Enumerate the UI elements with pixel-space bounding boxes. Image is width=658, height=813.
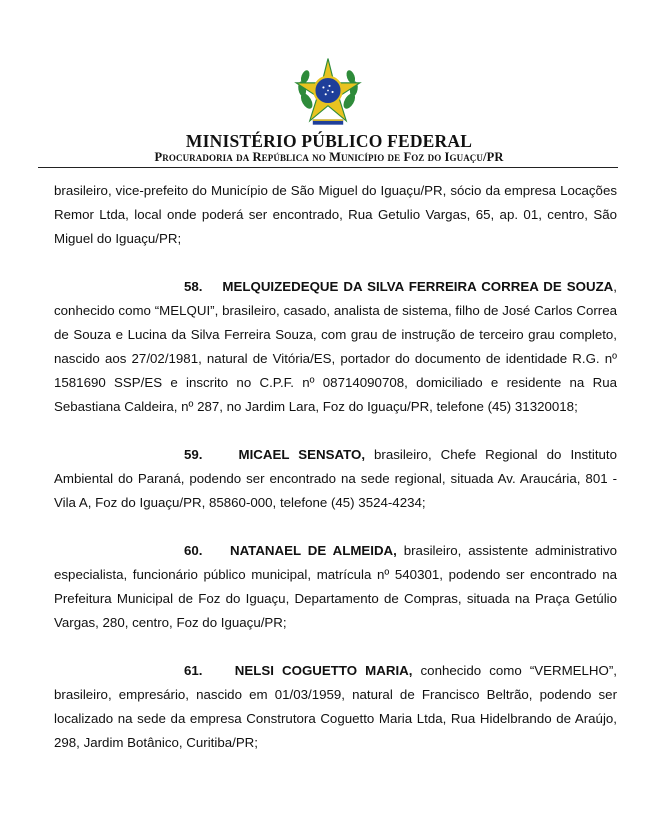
item-number: 58. — [184, 279, 203, 294]
item-number: 59. — [184, 447, 203, 462]
paragraph-60 — [54, 539, 617, 635]
person-name: NATANAEL DE ALMEIDA, — [229, 543, 397, 558]
paragraph-58 — [54, 275, 617, 419]
item-number: 60. — [184, 543, 203, 558]
item-number: 61. — [184, 663, 203, 678]
header-divider — [38, 167, 618, 168]
paragraph-text: conhecido como “VERMELHO”, brasileiro, empresário, nascido em 01/03/1959, natural de Francisco Beltrão, podendo ser localizado na sede da empresa Construtora Coguetto Maria Ltda, Rua Hidelbrando de Araújo, 298, Jardim Botânico, Curitiba/PR; — [54, 663, 617, 750]
paragraph-text: brasileiro, assistente administrativo especialista, funcionário público municipal, matrícula nº 540301, podendo ser encontrado na Prefeitura Municipal de Foz do Iguaçu, Departamento de Compras, situada na Praça Getúlio Vargas, 280, centro, Foz do Iguaçu/PR; — [54, 543, 617, 630]
document-body — [54, 179, 617, 755]
paragraph-61 — [54, 659, 617, 755]
paragraph-text: brasileiro, Chefe Regional do Instituto Ambiental do Paraná, podendo ser encontrado na sede regional, situada Av. Araucária, 801 - Vila A, Foz do Iguaçu/PR, 85860-000, telefone (45) 3524-4234; — [54, 447, 618, 510]
header-subtitle: Procuradoria da República no Município de Foz do Iguaçu/PR — [154, 150, 504, 164]
brazil-coat-of-arms-icon — [290, 54, 366, 130]
paragraph-59 — [54, 443, 617, 515]
header-title: MINISTÉRIO PÚBLICO FEDERAL — [185, 131, 473, 151]
person-name: NELSI COGUETTO MARIA, — [234, 663, 413, 678]
paragraph-continuation: brasileiro, vice-prefeito do Município de São Miguel do Iguaçu/PR, sócio da empresa Locações Remor Ltda, local onde poderá ser encontrado, Rua Getulio Vargas, 65, ap. 01, centro, São Miguel do Iguaçu/PR; — [54, 183, 617, 246]
paragraph-text: , conhecido como “MELQUI”, brasileiro, casado, analista de sistema, filho de José Carlos Correa de Souza e Lucina da Silva Ferreira Souza, com grau de instrução de terceiro grau completo, nascido aos 27/02/1981, natural de Vitória/ES, portador do documento de identidade R.G. nº 1581690 SSP/ES e inscrito no C.P.F. nº 08714090708, domiciliado e residente na Rua Sebastiana Caldeira, nº 287, no Jardim Lara, Foz do Iguaçu/PR, telefone (45) 31320018; — [54, 279, 617, 414]
person-name: MICAEL SENSATO, — [238, 447, 366, 462]
person-name: MELQUIZEDEQUE DA SILVA FERREIRA CORREA DE SOUZA — [222, 279, 614, 294]
